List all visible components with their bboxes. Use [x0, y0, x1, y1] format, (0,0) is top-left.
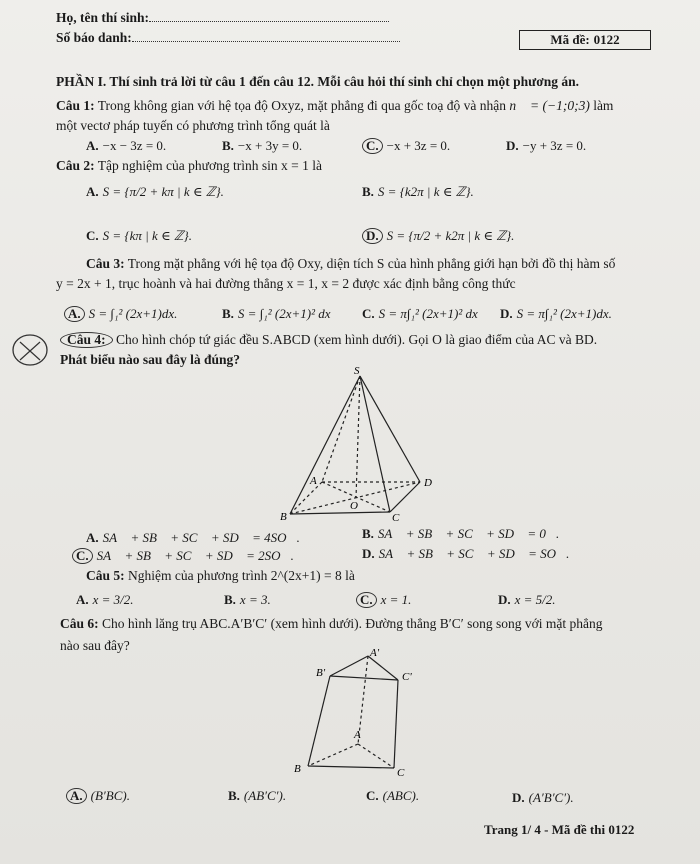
label-c: C [397, 767, 405, 779]
edge-sb [290, 376, 360, 514]
edge-ab [308, 744, 358, 766]
q1-option-a[interactable]: A. −x − 3z = 0. [86, 138, 167, 153]
question-3-line2: y = 2x + 1, trục hoành và hai đường thẳng x = 1, x = 2 được xác định bằng công thức [56, 276, 516, 291]
exam-code-value: 0122 [593, 32, 620, 47]
q5-option-c[interactable]: C. x = 1. [356, 592, 411, 608]
q2-d-circled-mark: D. [362, 228, 383, 244]
edge-b1c1 [330, 676, 398, 680]
label-c: C [392, 512, 400, 522]
label-a: A [310, 475, 317, 487]
q6-option-b[interactable]: B. (AB′C′). [228, 788, 287, 803]
q4-option-c[interactable]: C. SA⃗ + SB⃗ + SC⃗ + SD⃗ = 2SO⃗. [72, 548, 294, 564]
q3-option-a[interactable]: A. S = ∫₁² (2x+1)dx. [64, 306, 177, 322]
label-o: O [350, 500, 358, 512]
question-6-line2: nào sau đây? [60, 638, 130, 653]
label-a-prime: A' [370, 647, 380, 659]
question-5: Câu 5: Nghiệm của phương trình 2^(2x+1) = 8 là [86, 568, 355, 583]
edge-bb1 [308, 676, 330, 766]
q1-option-d[interactable]: D. −y + 3z = 0. [506, 138, 587, 153]
edge-a1c1 [368, 656, 398, 680]
edge-sa [322, 376, 360, 482]
question-1: Câu 1: Trong không gian với hệ tọa độ Oxyz, mặt phẳng đi qua gốc toạ độ và nhận n⃗ = (−1;0;3) làm [56, 98, 614, 113]
label-a: A [354, 729, 361, 741]
q6-option-d[interactable]: D. (A′B′C′). [512, 790, 574, 805]
part-one-title: PHẦN I. Thí sinh trả lời từ câu 1 đến câu 12. Mỗi câu hỏi thí sinh chỉ chọn một phương án. [56, 74, 579, 89]
q6-a-circled-mark: A. [66, 788, 87, 804]
q3-option-d[interactable]: D. S = π∫₁² (2x+1)dx. [500, 306, 612, 321]
q3-option-c[interactable]: C. S = π∫₁² (2x+1)² dx [362, 306, 478, 321]
q2-option-a[interactable]: A. S = {π/2 + kπ | k ∈ ℤ}. [86, 184, 224, 199]
q4-option-a[interactable]: A. SA⃗ + SB⃗ + SC⃗ + SD⃗ = 4SO⃗. [86, 530, 300, 545]
q1-option-b[interactable]: B. −x + 3y = 0. [222, 138, 303, 153]
edge-cd [390, 482, 420, 512]
label-b: B [280, 511, 287, 522]
q2-option-b[interactable]: B. S = {k2π | k ∈ ℤ}. [362, 184, 474, 199]
q3-option-b[interactable]: B. S = ∫₁² (2x+1)² dx [222, 306, 331, 321]
q4-circled-mark-icon [10, 332, 50, 368]
q4-c-circled-mark: C. [72, 548, 93, 564]
q1-option-c[interactable]: C. −x + 3z = 0. [362, 138, 450, 154]
edge-ab [290, 482, 322, 514]
edge-ac [358, 744, 394, 768]
question-4: Câu 4: Cho hình chóp tứ giác đều S.ABCD (xem hình dưới). Gọi O là giao điểm của AC và BD. [60, 332, 597, 348]
edge-bc [308, 766, 394, 768]
name-blank [149, 21, 389, 22]
id-blank [132, 41, 400, 42]
height-so [356, 376, 360, 498]
q6-option-a[interactable]: A. (B′BC). [66, 788, 130, 804]
exam-code-label: Mã đề: [550, 32, 590, 47]
question-6: Câu 6: Cho hình lăng trụ ABC.A′B′C′ (xem hình dưới). Đường thẳng B′C′ song song với mặt phẳng [60, 616, 603, 631]
question-2: Câu 2: Tập nghiệm của phương trình sin x = 1 là [56, 158, 322, 173]
q3-a-circled-mark: A. [64, 306, 85, 322]
q4-option-d[interactable]: D. SA⃗ + SB⃗ + SC⃗ + SD⃗ = SO⃗. [362, 546, 570, 561]
q5-option-b[interactable]: B. x = 3. [224, 592, 271, 607]
prism-figure [288, 646, 438, 780]
question-1-line2: một vectơ pháp tuyến có phương trình tổng quát là [56, 118, 330, 133]
q5-c-circled-mark: C. [356, 592, 377, 608]
label-s: S [354, 365, 360, 377]
pyramid-figure [280, 364, 440, 522]
edge-sc [360, 376, 390, 512]
q1-c-circled-mark: C. [362, 138, 383, 154]
question-4-line2: Phát biểu nào sau đây là đúng? [60, 352, 241, 367]
q5-option-a[interactable]: A. x = 3/2. [76, 592, 134, 607]
q5-option-d[interactable]: D. x = 5/2. [498, 592, 556, 607]
exam-code-box [519, 30, 651, 50]
page-footer: Trang 1/ 4 - Mã đề thi 0122 [484, 822, 635, 837]
q4-option-b[interactable]: B. SA⃗ + SB⃗ + SC⃗ + SD⃗ = 0⃗. [362, 526, 560, 541]
edge-sd [360, 376, 420, 482]
q2-option-d[interactable]: D. S = {π/2 + k2π | k ∈ ℤ}. [362, 228, 514, 244]
name-label: Họ, tên thí sinh: [56, 10, 389, 26]
label-d: D [424, 477, 432, 489]
label-b: B [294, 763, 301, 775]
edge-a1b1 [330, 656, 368, 676]
id-label: Số báo danh: [56, 30, 400, 46]
edge-cc1 [394, 680, 398, 768]
question-3: Câu 3: Trong mặt phẳng với hệ tọa độ Oxy, diện tích S của hình phẳng giới hạn bởi đồ thị hàm số [86, 256, 616, 271]
label-b-prime: B' [316, 667, 326, 679]
edge-bc [290, 512, 390, 514]
q2-option-c[interactable]: C. S = {kπ | k ∈ ℤ}. [86, 228, 192, 243]
q6-option-c[interactable]: C. (ABC). [366, 788, 420, 803]
label-c-prime: C' [402, 671, 412, 683]
